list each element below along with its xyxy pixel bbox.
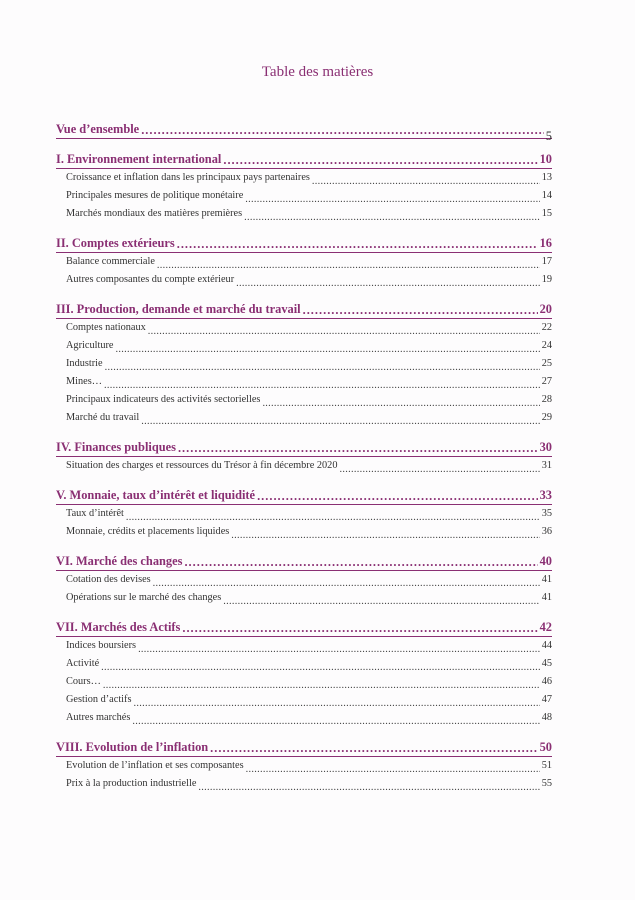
toc-item[interactable]: [56, 523, 552, 541]
toc-item-page: 14: [541, 190, 552, 201]
toc-item-label: Mines…: [66, 376, 103, 387]
toc-section-page: 33: [539, 488, 552, 502]
toc-section: [56, 440, 552, 475]
toc-section-heading[interactable]: [56, 488, 552, 502]
toc-item[interactable]: [56, 589, 552, 607]
toc-subitems: [56, 253, 552, 289]
toc-subitems: [56, 169, 552, 223]
toc-section-title: Vue d’ensemble: [56, 122, 140, 136]
toc-item[interactable]: [56, 775, 552, 793]
toc-item[interactable]: [56, 169, 552, 187]
toc-section-page: 10: [539, 152, 552, 166]
toc-item-label: Comptes nationaux: [66, 322, 146, 333]
dot-leader: [303, 304, 538, 316]
toc-item-page: 27: [541, 376, 552, 387]
toc-item[interactable]: [56, 391, 552, 409]
toc-section-title: VII. Marchés des Actifs: [56, 620, 181, 634]
toc-item-label: Prix à la production industrielle: [66, 778, 197, 789]
toc-item-label: Monnaie, crédits et placements liquides: [66, 526, 230, 537]
toc-item[interactable]: [56, 409, 552, 427]
toc-section: [56, 236, 552, 289]
toc-item-label: Indices boursiers: [66, 640, 137, 651]
toc-section-page: 30: [539, 440, 552, 454]
toc-item-label: Cours…: [66, 676, 101, 687]
dot-leader: [138, 645, 540, 655]
toc-section-page: 5: [545, 129, 552, 143]
section-divider: [56, 138, 552, 139]
toc-item-label: Gestion d’actifs: [66, 694, 132, 705]
page-title: Table des matières: [261, 64, 374, 80]
toc-section-title: V. Monnaie, taux d’intérêt et liquidité: [56, 488, 256, 502]
toc-item-label: Situation des charges et ressources du Trésor à fin décembre 2020: [66, 460, 338, 471]
toc-item-label: Principales mesures de politique monétaire: [66, 190, 244, 201]
toc-section-heading[interactable]: [56, 740, 552, 754]
toc-item-label: Activité: [66, 658, 100, 669]
toc-item[interactable]: [56, 709, 552, 727]
toc-section: [56, 152, 552, 223]
toc-section-title: VI. Marché des changes: [56, 554, 183, 568]
toc-item-label: Evolution de l’inflation et ses composantes: [66, 760, 244, 771]
toc-section-heading[interactable]: [56, 620, 552, 634]
toc-subitems: [56, 457, 552, 475]
toc-section: [56, 488, 552, 541]
dot-leader: [126, 513, 540, 523]
dot-leader: [141, 417, 540, 427]
toc-section-heading[interactable]: [56, 440, 552, 454]
dot-leader: [133, 699, 539, 709]
toc-item[interactable]: [56, 319, 552, 337]
toc-item-page: 17: [541, 256, 552, 267]
toc-item[interactable]: [56, 505, 552, 523]
dot-leader: [236, 279, 540, 289]
dot-leader: [148, 327, 540, 337]
toc-item[interactable]: [56, 253, 552, 271]
dot-leader: [132, 717, 539, 727]
toc-item-label: Principaux indicateurs des activités sectorielles: [66, 394, 261, 405]
toc-item-label: Industrie: [66, 358, 103, 369]
toc-item-label: Taux d’intérêt: [66, 508, 124, 519]
toc-item-label: Balance commerciale: [66, 256, 155, 267]
toc-section-title: I. Environnement international: [56, 152, 222, 166]
dot-leader: [312, 177, 540, 187]
dot-leader: [244, 213, 540, 223]
toc-item-page: 28: [541, 394, 552, 405]
toc-item[interactable]: [56, 457, 552, 475]
toc-section-title: IV. Finances publiques: [56, 440, 176, 454]
dot-leader: [153, 579, 540, 589]
toc-item-page: 24: [541, 340, 552, 351]
dot-leader: [245, 195, 539, 205]
dot-leader: [104, 381, 540, 391]
toc-item-page: 13: [541, 172, 552, 183]
dot-leader: [182, 622, 537, 634]
dot-leader: [231, 531, 539, 541]
dot-leader: [115, 345, 539, 355]
dot-leader: [246, 765, 540, 775]
toc-section-heading[interactable]: [56, 236, 552, 250]
toc-item-page: 19: [541, 274, 552, 285]
toc-item-page: 29: [541, 412, 552, 423]
toc-section: [56, 620, 552, 727]
dot-leader: [262, 399, 539, 409]
toc-item[interactable]: [56, 373, 552, 391]
dot-leader: [157, 261, 540, 271]
dot-leader: [101, 663, 540, 673]
toc-item[interactable]: [56, 691, 552, 709]
toc-item-page: 25: [541, 358, 552, 369]
toc-item[interactable]: [56, 355, 552, 373]
dot-leader: [177, 238, 538, 250]
toc-subitems: [56, 505, 552, 541]
toc-section-title: III. Production, demande et marché du travail: [56, 302, 301, 316]
toc-item[interactable]: [56, 673, 552, 691]
toc-item-label: Autres marchés: [66, 712, 131, 723]
toc-section-heading[interactable]: [56, 152, 552, 166]
toc-section: [56, 740, 552, 793]
toc-item-label: Cotation des devises: [66, 574, 151, 585]
dot-leader: [210, 742, 537, 754]
dot-leader: [339, 465, 539, 475]
toc-section-heading[interactable]: [56, 122, 552, 143]
toc-subitems: [56, 571, 552, 607]
toc-item-page: 48: [541, 712, 552, 723]
toc-item-page: 41: [541, 592, 552, 603]
toc-item[interactable]: [56, 187, 552, 205]
toc-item-label: Autres composantes du compte extérieur: [66, 274, 235, 285]
toc-item-page: 45: [541, 658, 552, 669]
toc-item-label: Agriculture: [66, 340, 114, 351]
toc-section-title: VIII. Evolution de l’inflation: [56, 740, 209, 754]
dot-leader: [178, 442, 538, 454]
toc-item[interactable]: [56, 655, 552, 673]
toc-item-page: 46: [541, 676, 552, 687]
toc-section: [56, 122, 552, 143]
toc-section-page: 50: [539, 740, 552, 754]
toc-item-page: 35: [541, 508, 552, 519]
toc-item-page: 31: [541, 460, 552, 471]
toc-item[interactable]: [56, 271, 552, 289]
dot-leader: [184, 556, 537, 568]
toc-section-page: 20: [539, 302, 552, 316]
toc-section: [56, 302, 552, 427]
toc-item-label: Marché du travail: [66, 412, 140, 423]
toc-item-page: 22: [541, 322, 552, 333]
toc-item-label: Opérations sur le marché des changes: [66, 592, 222, 603]
toc-section-title: II. Comptes extérieurs: [56, 236, 175, 250]
dot-leader: [223, 597, 539, 607]
toc-item-page: 47: [541, 694, 552, 705]
dot-leader: [223, 154, 537, 166]
toc-subitems: [56, 637, 552, 727]
dot-leader: [141, 124, 544, 136]
toc-item[interactable]: [56, 205, 552, 223]
table-of-contents: [56, 122, 552, 793]
toc-subitems: [56, 319, 552, 427]
toc-item[interactable]: [56, 571, 552, 589]
toc-subitems: [56, 757, 552, 793]
dot-leader: [105, 363, 540, 373]
toc-section-page: 16: [539, 236, 552, 250]
toc-section-page: 40: [539, 554, 552, 568]
toc-item-page: 44: [541, 640, 552, 651]
toc-item[interactable]: [56, 757, 552, 775]
dot-leader: [103, 681, 540, 691]
toc-item-label: Croissance et inflation dans les principaux pays partenaires: [66, 172, 310, 183]
toc-item-page: 15: [541, 208, 552, 219]
toc-item-label: Marchés mondiaux des matières premières: [66, 208, 243, 219]
toc-section-heading[interactable]: [56, 554, 552, 568]
toc-item-page: 55: [541, 778, 552, 789]
toc-item[interactable]: [56, 637, 552, 655]
toc-item-page: 41: [541, 574, 552, 585]
toc-item[interactable]: [56, 337, 552, 355]
dot-leader: [198, 783, 539, 793]
toc-section-heading[interactable]: [56, 302, 552, 316]
toc-item-page: 51: [541, 760, 552, 771]
toc-section-page: 42: [539, 620, 552, 634]
dot-leader: [257, 490, 538, 502]
toc-section: [56, 554, 552, 607]
toc-item-page: 36: [541, 526, 552, 537]
